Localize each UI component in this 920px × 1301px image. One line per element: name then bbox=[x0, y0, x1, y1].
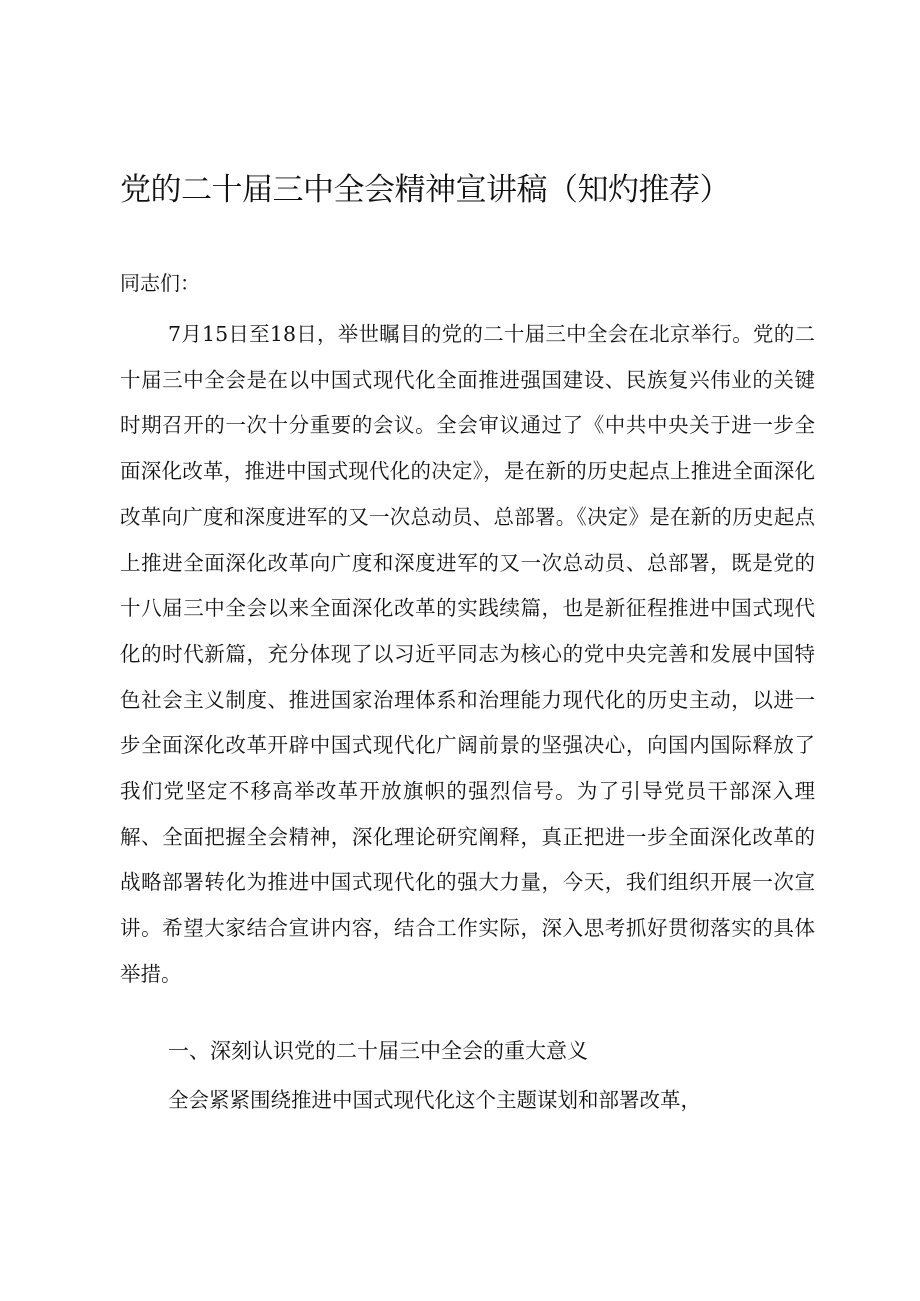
body-paragraph: 全会紧紧围绕推进中国式现代化这个主题谋划和部署改革， bbox=[168, 1088, 701, 1112]
document-title: 党的二十届三中全会精神宣讲稿（知灼推荐） bbox=[120, 172, 730, 208]
salutation: 同志们： bbox=[120, 271, 200, 295]
section-heading: 一、深刻认识党的二十届三中全会的重大意义 bbox=[168, 1039, 588, 1063]
body-paragraph: 7月15日至18日，举世瞩目的党的二十届三中全会在北京举行。党的二十届三中全会是在以中国式现代化全面推进强国建设、民族复兴伟业的关键时期召开的一次十分重要的会议。全会审议通过了《中共中央关于进一步全面深化改革，推进中国式现代化的决定》，是在新的历史起点上推进全面深化改革向广度和深度进军的又一次总动员、总部署。《决定》是在新的历史起点上推进全面深化改革向广度和深度进军的又一次总动员、总部署，既是党的十八届三中全会以来全面深化改革的实践续篇，也是新征程推进中国式现代化的时代新篇，充分体现了以习近平同志为核心的党中央完善和发展中国特色社会主义制度、推进国家治理体系和治理能力现代化的历史主动，以进一步全面深化改革开辟中国式现代化广阔前景的坚强决心，向国内国际释放了我们党坚定不移高举改革开放旗帜的强烈信号。为了引导党员干部深入理解、全面把握全会精神，深化理论研究阐释，真正把进一步全面深化改革的战略部署转化为推进中国式现代化的强大力量，今天，我们组织开展一次宣讲。希望大家结合宣讲内容，结合工作实际，深入思考抓好贯彻落实的具体举措。 bbox=[120, 322, 815, 986]
